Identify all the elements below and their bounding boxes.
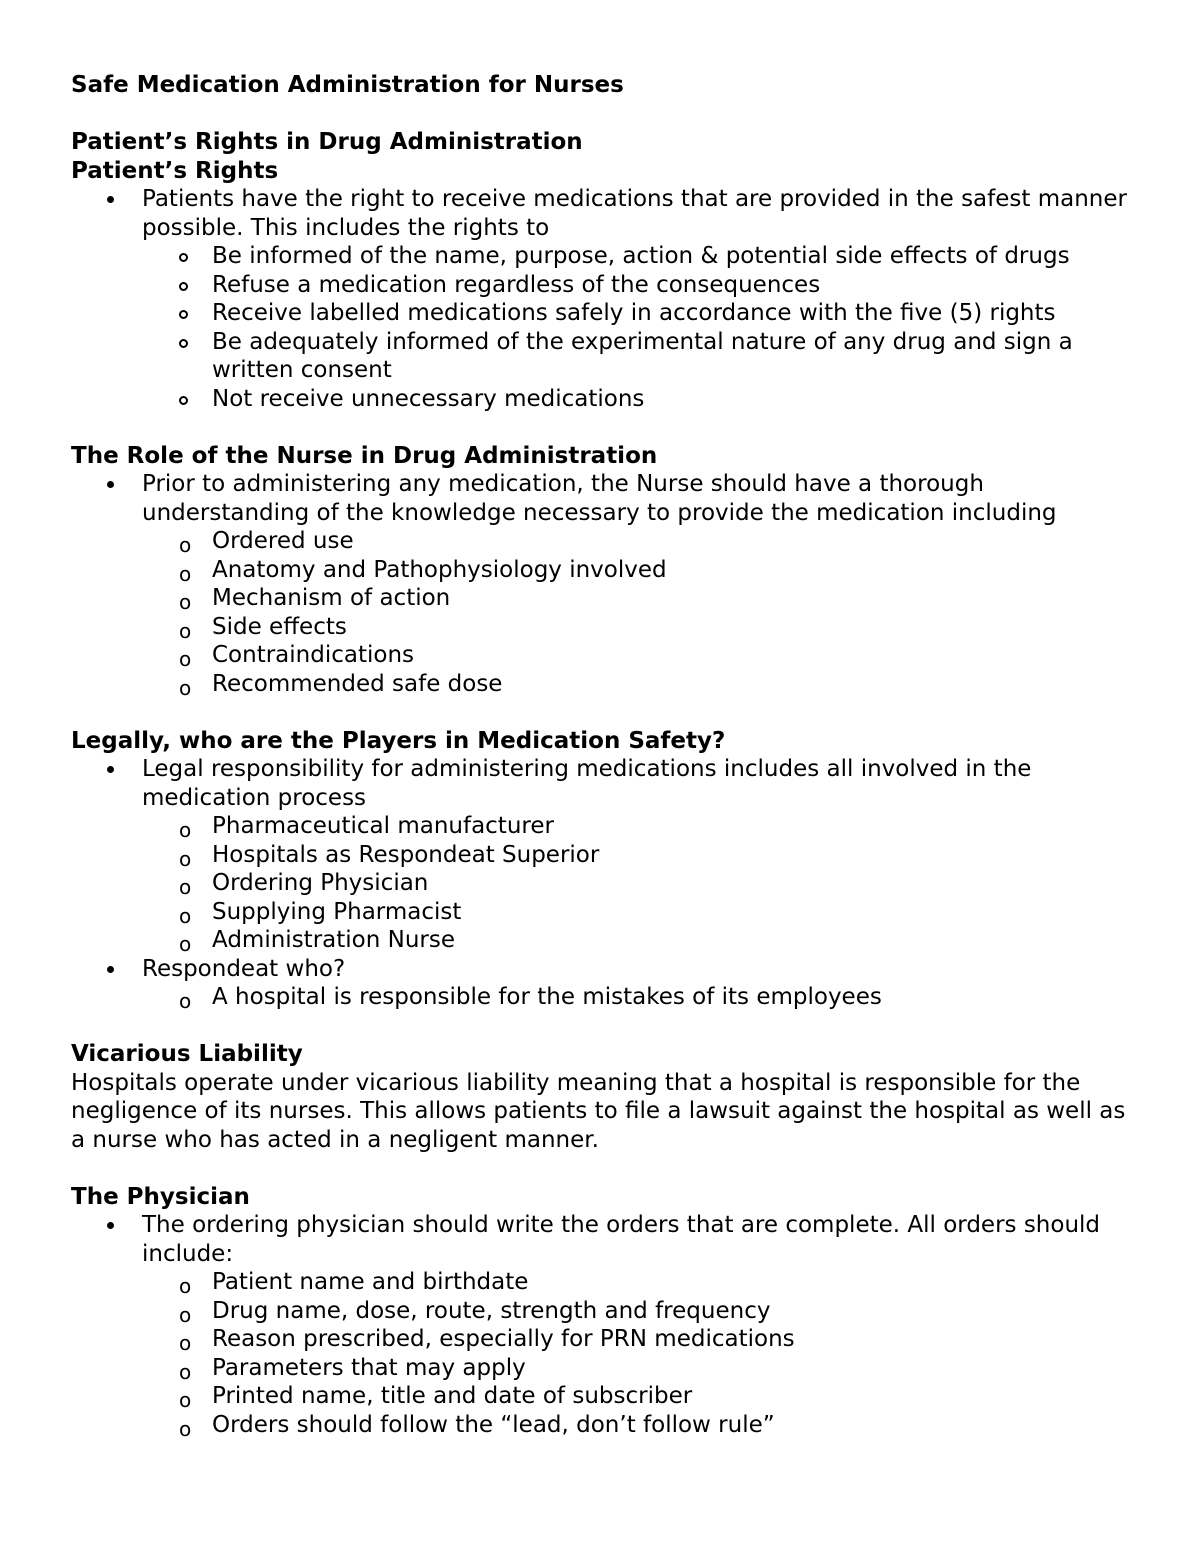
circle-bullet-icon: o — [179, 903, 192, 928]
list-item: o Hospitals as Respondeat Superior — [179, 841, 600, 871]
nurse-role-list — [71, 470, 1131, 698]
list-item: o Anatomy and Pathophysiology involved — [179, 556, 667, 586]
circle-bullet-icon — [179, 396, 188, 405]
list-item: Refuse a medication regardless of the consequences — [142, 271, 1131, 300]
circle-bullet-icon: o — [179, 1331, 192, 1355]
circle-bullet-icon: o — [179, 1302, 192, 1327]
circle-bullet-icon: o — [179, 590, 192, 614]
rights-list — [71, 185, 1131, 413]
physician-list — [71, 1211, 1131, 1439]
circle-bullet-icon: o — [179, 533, 192, 557]
nurse-role-heading: The Role of the Nurse in Drug Administration — [71, 442, 658, 469]
list-item: o A hospital is responsible for the mistakes of its employees — [179, 984, 882, 1013]
rights-heading: Patient’s Rights in Drug Administration — [71, 129, 583, 155]
circle-bullet-icon — [179, 253, 188, 262]
circle-bullet-icon: o — [179, 932, 192, 956]
circle-bullet-icon: o — [179, 875, 192, 899]
rights-sublist — [142, 242, 1131, 413]
list-item: o Administration Nurse — [179, 927, 455, 956]
nurse-role-sublist — [142, 527, 1131, 698]
list-item: o Drug name, dose, route, strength and frequency — [179, 1297, 771, 1327]
document-title: Safe Medication Administration for Nurses — [71, 72, 624, 98]
list-item: o Parameters that may apply — [179, 1354, 526, 1384]
list-item: o Orders should follow the “lead, don’t follow rule” — [179, 1411, 775, 1441]
list-item: Not receive unnecessary medications — [142, 385, 1131, 414]
list-item: Be adequately informed of the experimental nature of any drug and sign a written consent — [142, 328, 1131, 385]
circle-bullet-icon: o — [179, 818, 192, 842]
players-list — [71, 755, 1131, 1012]
circle-bullet-icon: o — [179, 675, 192, 700]
list-item: o Ordering Physician — [179, 870, 429, 899]
list-item: Prior to administering any medication, the Nurse should have a thorough understanding of the knowledge necessary to provide the medication including o Ordered use o Anatomy and Pathophysiology involved o Mechanism of action o Side effects o Contraindications o Recommended safe dose — [71, 470, 1131, 698]
circle-bullet-icon — [179, 282, 188, 291]
circle-bullet-icon — [179, 310, 188, 319]
list-item: Legal responsibility for administering medications includes all involved in the medication process o Pharmaceutical manufacturer o Hospitals as Respondeat Superior o Ordering Physician o Supplying Pharmacist o Administration Nurse — [71, 755, 1131, 955]
vicarious-paragraph: Hospitals operate under vicarious liability meaning that a hospital is responsible for the negligence of its nurses. This allows patients to file a lawsuit against the hospital as well as a nurse who has acted in a negligent manner. — [71, 1069, 1126, 1153]
list-item: o Ordered use — [179, 528, 354, 557]
bullet-icon — [107, 196, 114, 203]
list-item: o Mechanism of action — [179, 585, 451, 614]
circle-bullet-icon: o — [179, 1416, 192, 1441]
list-item: o Supplying Pharmacist — [179, 898, 462, 928]
list-item: Be informed of the name, purpose, action & potential side effects of drugs — [142, 242, 1131, 271]
players-heading: Legally, who are the Players in Medication Safety? — [71, 727, 726, 754]
circle-bullet-icon: o — [179, 1274, 192, 1298]
list-item: o Reason prescribed, especially for PRN medications — [179, 1326, 795, 1355]
bullet-icon — [107, 1222, 114, 1229]
circle-bullet-icon: o — [179, 1388, 192, 1412]
list-item: o Pharmaceutical manufacturer — [179, 813, 554, 842]
respondeat-sublist — [142, 983, 1131, 1012]
circle-bullet-icon: o — [179, 561, 192, 586]
bullet-icon — [107, 966, 114, 973]
list-item: Patients have the right to receive medications that are provided in the safest manner possible. This includes the rights to Be informed of the name, purpose, action & potential side effects of drugs Refuse a medication regardless of the consequences Receive labelled medications safely in accordance with the five (5) rights Be adequately informed of the experimental nature of any drug and sign a written consent Not receive unnecessary medications — [71, 185, 1131, 413]
list-item: Receive labelled medications safely in accordance with the five (5) rights — [142, 299, 1131, 328]
vicarious-heading: Vicarious Liability — [71, 1041, 303, 1067]
circle-bullet-icon: o — [179, 846, 192, 871]
circle-bullet-icon: o — [179, 1359, 192, 1384]
physician-sublist — [142, 1268, 1131, 1439]
document-page — [71, 71, 1131, 1439]
list-item: Respondeat who? o A hospital is responsible for the mistakes of its employees — [71, 955, 1131, 1012]
list-item: o Side effects — [179, 613, 347, 643]
list-item: o Patient name and birthdate — [179, 1269, 529, 1298]
physician-heading: The Physician — [71, 1183, 250, 1210]
circle-bullet-icon: o — [179, 618, 192, 643]
list-item: o Contraindications — [179, 642, 415, 671]
rights-subheading: Patient’s Rights — [71, 157, 279, 184]
list-item: o Printed name, title and date of subscriber — [179, 1383, 693, 1412]
players-sublist — [142, 812, 1131, 955]
circle-bullet-icon: o — [179, 989, 192, 1013]
list-item: o Recommended safe dose — [179, 670, 503, 700]
bullet-icon — [107, 481, 114, 488]
circle-bullet-icon — [179, 339, 188, 348]
list-item: The ordering physician should write the orders that are complete. All orders should include: o Patient name and birthdate o Drug name, dose, route, strength and frequency o Reason prescribed, especially for PRN medications o Parameters that may apply o Printed name, title and date of subscriber o Orders should follow the “lead, don’t follow rule” — [71, 1211, 1131, 1439]
bullet-icon — [107, 766, 114, 773]
circle-bullet-icon: o — [179, 647, 192, 671]
